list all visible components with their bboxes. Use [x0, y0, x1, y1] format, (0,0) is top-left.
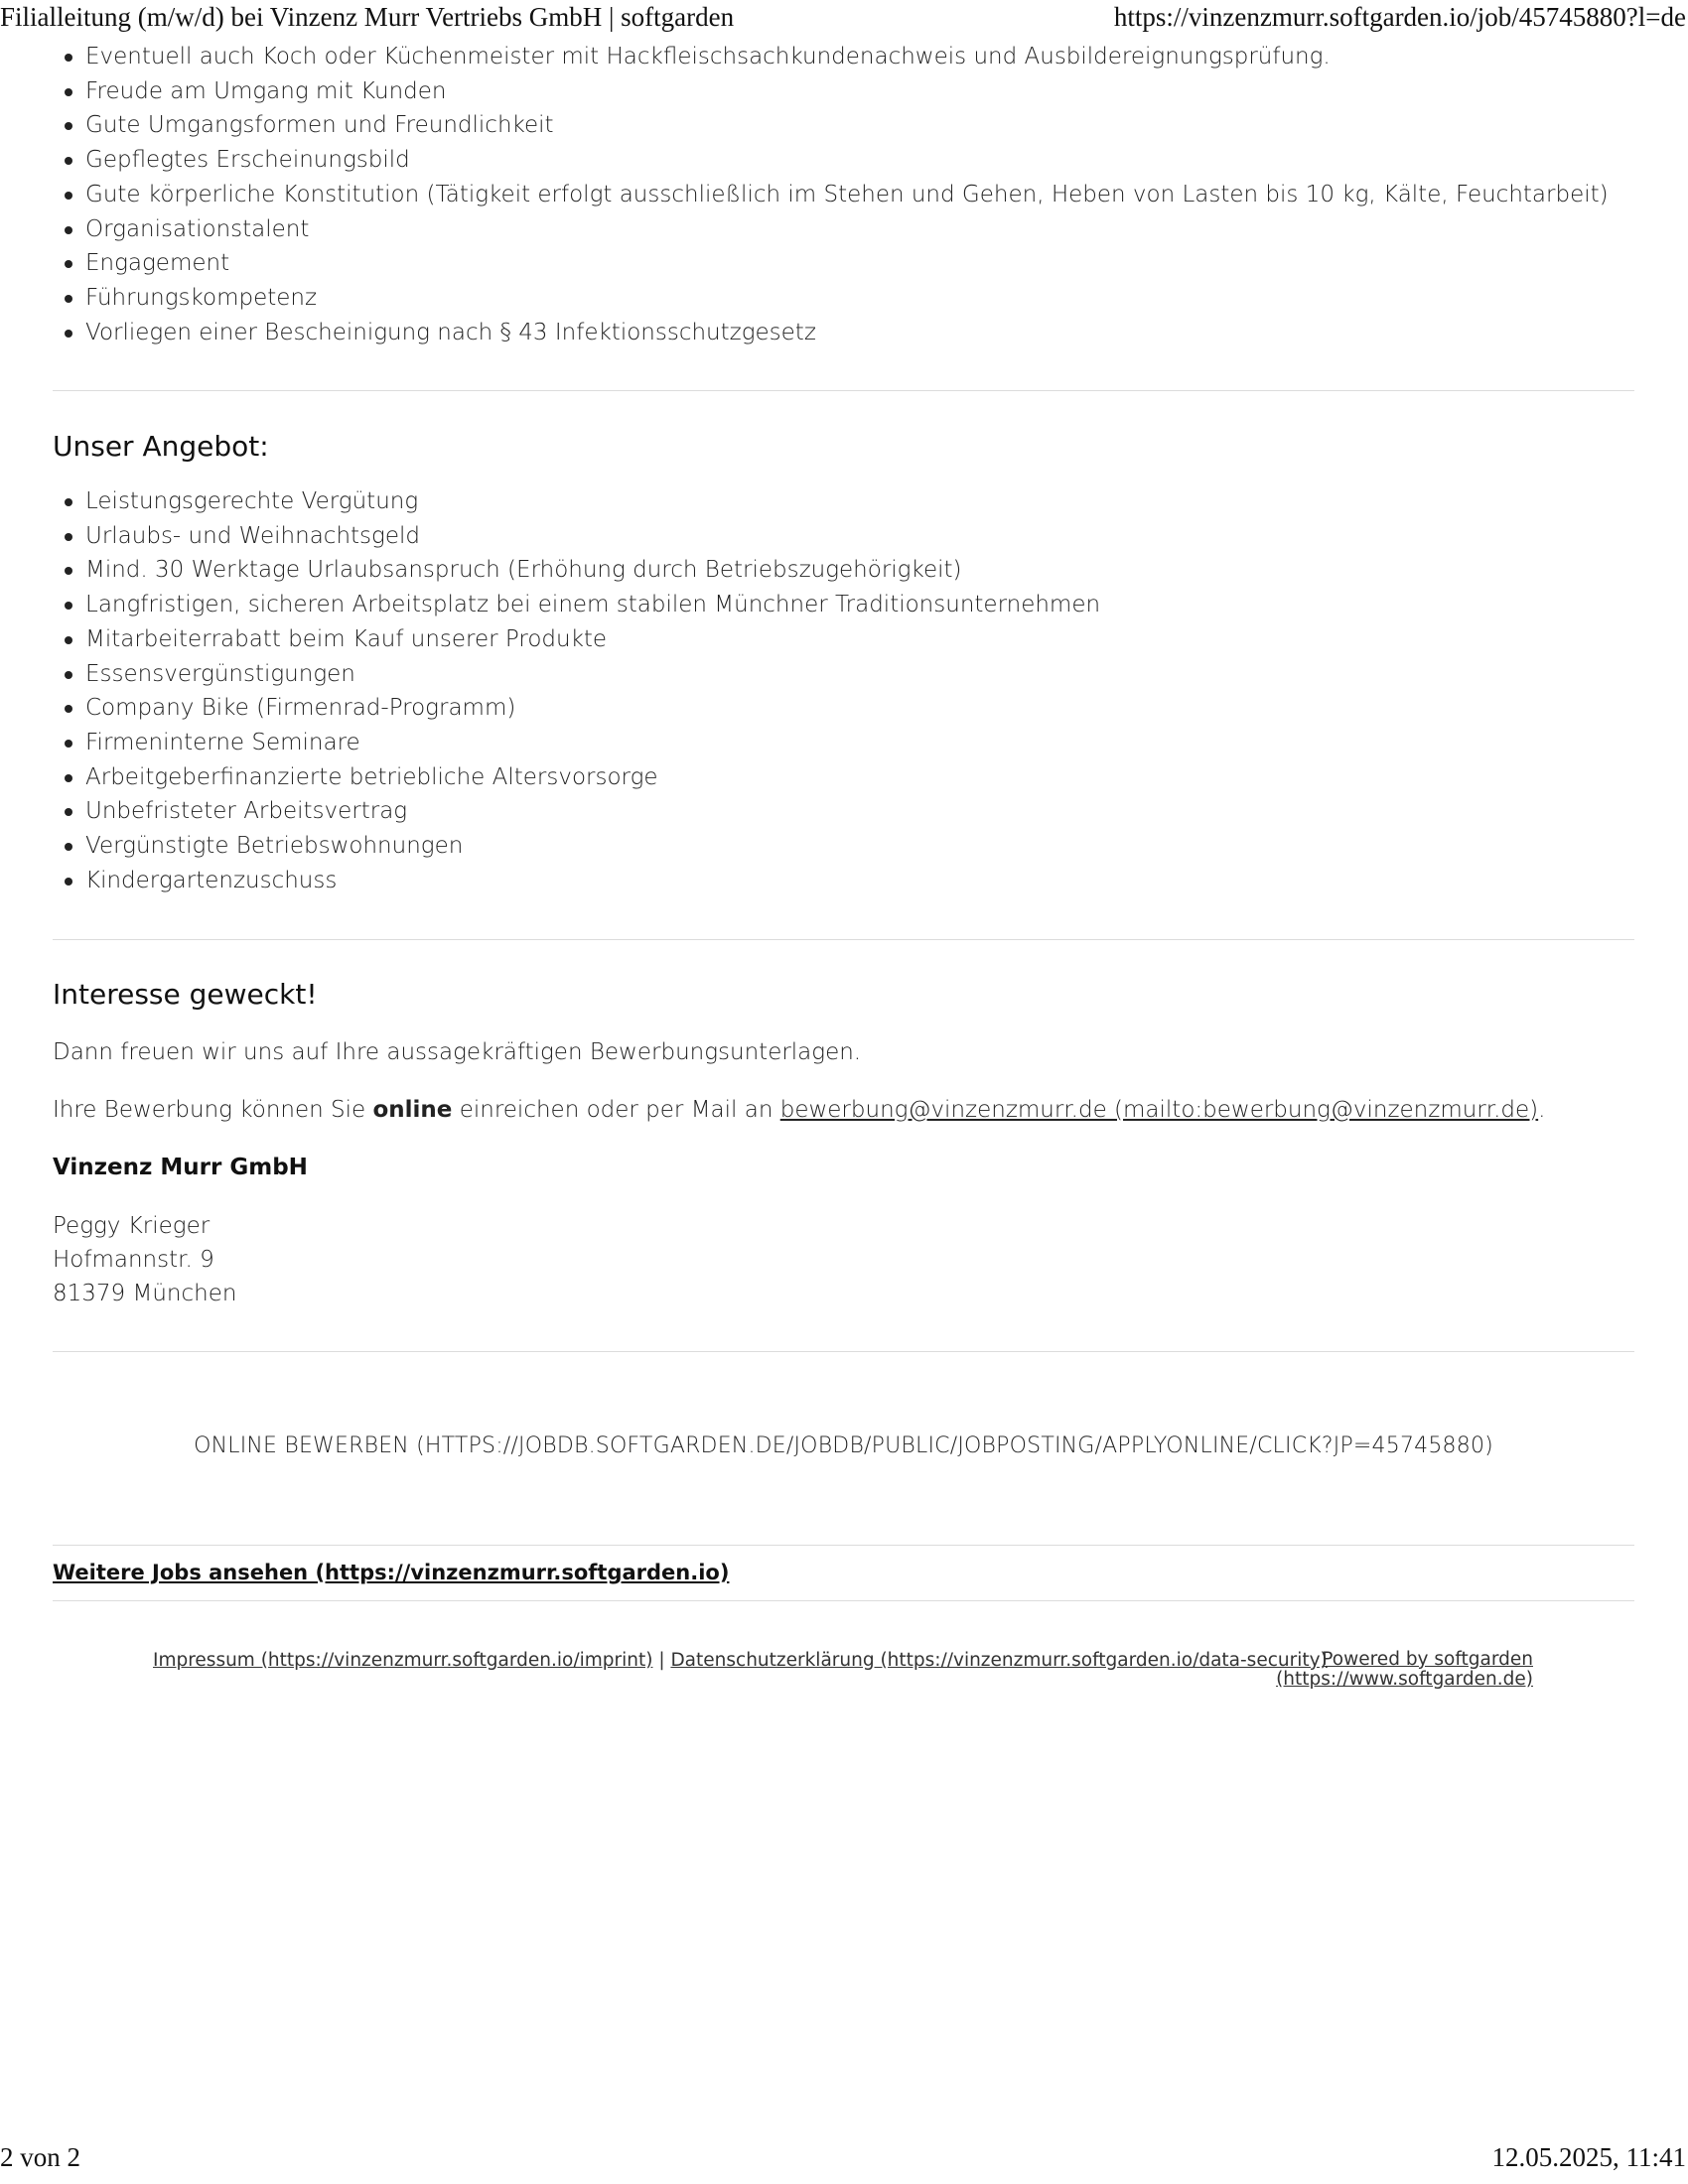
list-item: Freude am Umgang mit Kunden	[53, 74, 1609, 109]
contact-address	[53, 1209, 236, 1310]
list-item: Gepflegtes Erscheinungsbild	[53, 143, 1609, 178]
list-item: Leistungsgerechte Vergütung	[53, 484, 1100, 519]
section-divider	[53, 390, 1634, 391]
requirements-list	[53, 40, 1609, 349]
footer-separator: |	[658, 1650, 665, 1671]
list-item: Gute Umgangsformen und Freundlichkeit	[53, 108, 1609, 143]
print-page-number: 2 von 2	[0, 2142, 80, 2172]
list-item: Essensvergünstigungen	[53, 657, 1100, 692]
section-divider	[53, 1600, 1634, 1601]
list-item: Vorliegen einer Bescheinigung nach § 43 Infektionsschutzgesetz	[53, 316, 1609, 350]
application-text: Ihre Bewerbung können Sie online einreichen oder per Mail an bewerbung@vinzenzmurr.de (mailto:bewerbung@vinzenzmurr.de).	[53, 1097, 1546, 1123]
privacy-link[interactable]: Datenschutzerklärung (https://vinzenzmurr.softgarden.io/data-security)	[670, 1650, 1328, 1671]
powered-by-line2[interactable]: (https://www.softgarden.de)	[1276, 1669, 1533, 1690]
list-item: Organisationstalent	[53, 212, 1609, 247]
print-page-title: Filialleitung (m/w/d) bei Vinzenz Murr Vertriebs GmbH | softgarden	[0, 2, 735, 32]
list-item: Mitarbeiterrabatt beim Kauf unserer Produkte	[53, 622, 1100, 657]
more-jobs-link[interactable]: Weitere Jobs ansehen (https://vinzenzmurr.softgarden.io)	[53, 1561, 730, 1584]
interest-heading: Interesse geweckt!	[53, 978, 318, 1011]
list-item: Kindergartenzuschuss	[53, 864, 1100, 898]
company-name: Vinzenz Murr GmbH	[53, 1155, 308, 1180]
section-divider	[53, 1351, 1634, 1352]
powered-by[interactable]	[1276, 1650, 1533, 1690]
list-item: Engagement	[53, 246, 1609, 281]
section-divider	[53, 1545, 1634, 1546]
imprint-link[interactable]: Impressum (https://vinzenzmurr.softgarden.io/imprint)	[153, 1650, 653, 1671]
list-item: Firmeninterne Seminare	[53, 726, 1100, 760]
apply-online-button[interactable]: ONLINE BEWERBEN (HTTPS://JOBDB.SOFTGARDEN.DE/JOBDB/PUBLIC/JOBPOSTING/APPLYONLINE/CLICK?JP=45745880)	[194, 1433, 1493, 1458]
powered-by-line1[interactable]: Powered by softgarden	[1322, 1649, 1533, 1670]
list-item: Mind. 30 Werktage Urlaubsanspruch (Erhöhung durch Betriebszugehörigkeit)	[53, 553, 1100, 588]
interest-text: Dann freuen wir uns auf Ihre aussagekräftigen Bewerbungsunterlagen.	[53, 1039, 862, 1065]
list-item: Arbeitgeberfinanzierte betriebliche Altersvorsorge	[53, 760, 1100, 795]
offer-list	[53, 484, 1100, 897]
list-item: Eventuell auch Koch oder Küchenmeister mit Hackfleischsachkundenachweis und Ausbildereignungsprüfung.	[53, 40, 1609, 74]
list-item: Führungskompetenz	[53, 281, 1609, 316]
footer-links	[153, 1650, 1328, 1671]
list-item: Gute körperliche Konstitution (Tätigkeit erfolgt ausschließlich im Stehen und Gehen, Heben von Lasten bis 10 kg, Kälte, Feuchtarbeit)	[53, 178, 1609, 212]
email-link[interactable]: bewerbung@vinzenzmurr.de (mailto:bewerbung@vinzenzmurr.de)	[779, 1097, 1539, 1123]
contact-street: Hofmannstr. 9	[53, 1247, 214, 1273]
print-page-url: https://vinzenzmurr.softgarden.io/job/45745880?l=de	[1113, 2, 1686, 32]
list-item: Vergünstigte Betriebswohnungen	[53, 829, 1100, 864]
offer-heading: Unser Angebot:	[53, 430, 269, 463]
list-item: Unbefristeter Arbeitsvertrag	[53, 794, 1100, 829]
contact-city: 81379 München	[53, 1281, 237, 1306]
list-item: Langfristigen, sicheren Arbeitsplatz bei einem stabilen Münchner Traditionsunternehmen	[53, 588, 1100, 622]
list-item: Urlaubs- und Weihnachtsgeld	[53, 519, 1100, 554]
print-header	[0, 2, 1688, 36]
print-datetime: 12.05.2025, 11:41	[1491, 2142, 1686, 2172]
list-item: Company Bike (Firmenrad-Programm)	[53, 691, 1100, 726]
section-divider	[53, 939, 1634, 940]
contact-name: Peggy Krieger	[53, 1213, 211, 1239]
print-footer	[0, 2142, 1688, 2176]
